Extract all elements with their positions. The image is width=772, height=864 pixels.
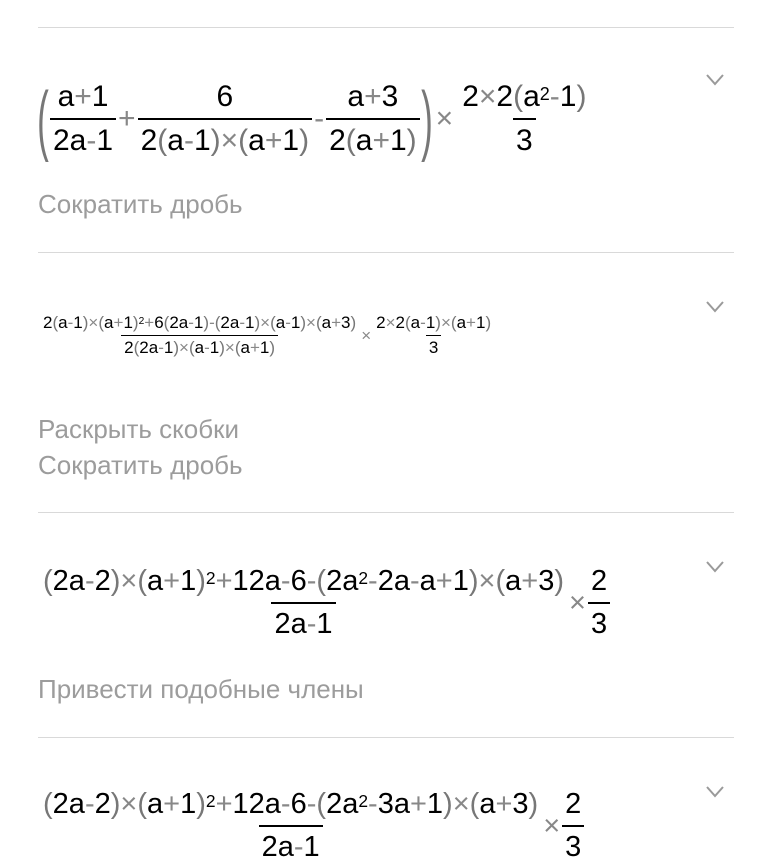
solution-step-1[interactable] <box>38 28 734 252</box>
chevron-down-icon[interactable] <box>706 74 724 86</box>
step-hint[interactable]: Привести подобные члены <box>38 674 364 704</box>
chevron-down-icon[interactable] <box>706 561 724 573</box>
step-hint[interactable]: Сократить дробь <box>38 189 243 219</box>
solution-step-2[interactable] <box>38 253 734 511</box>
solution-step-3[interactable] <box>38 513 734 737</box>
solution-step-4[interactable] <box>38 738 734 863</box>
step-hint[interactable]: Сократить дробь <box>38 450 243 480</box>
step-3-expression: $\frac{(2a-2)\times(a+1)^2+12a-6-(2a^2-2a-a+1)\times(a+3)}{2a-1}$ × $\frac{2}{3}$ <box>38 565 612 641</box>
chevron-down-icon[interactable] <box>706 786 724 798</box>
step-4-expression: $\frac{(2a-2)\times(a+1)^2+12a-6-(2a^2-3a+1)\times(a+3)}{2a-1}$ × $\frac{2}{3}$ <box>38 788 586 864</box>
step-hint[interactable]: Раскрыть скобки <box>38 414 240 444</box>
step-1-expression: ( $\frac{a+1}{2a-1}$ + $\frac{6}{2(a-1)\times(a+1)}$ - $\frac{a+3}{2(a+1)}$ ) × $\frac{2\times 2(a^2-1)}{3}$ <box>37 75 587 163</box>
chevron-down-icon[interactable] <box>706 301 724 313</box>
step-2-expression: $\frac{2(a-1)\times(a+1)^2+6(2a-1)-(2a-1)\times(a-1)\times(a+3)}{2(2a-1)\times(a-1)\times(a+1)}$ × $\frac{2\times 2(a-1)\times(a+1)}{3}$ <box>43 313 492 357</box>
